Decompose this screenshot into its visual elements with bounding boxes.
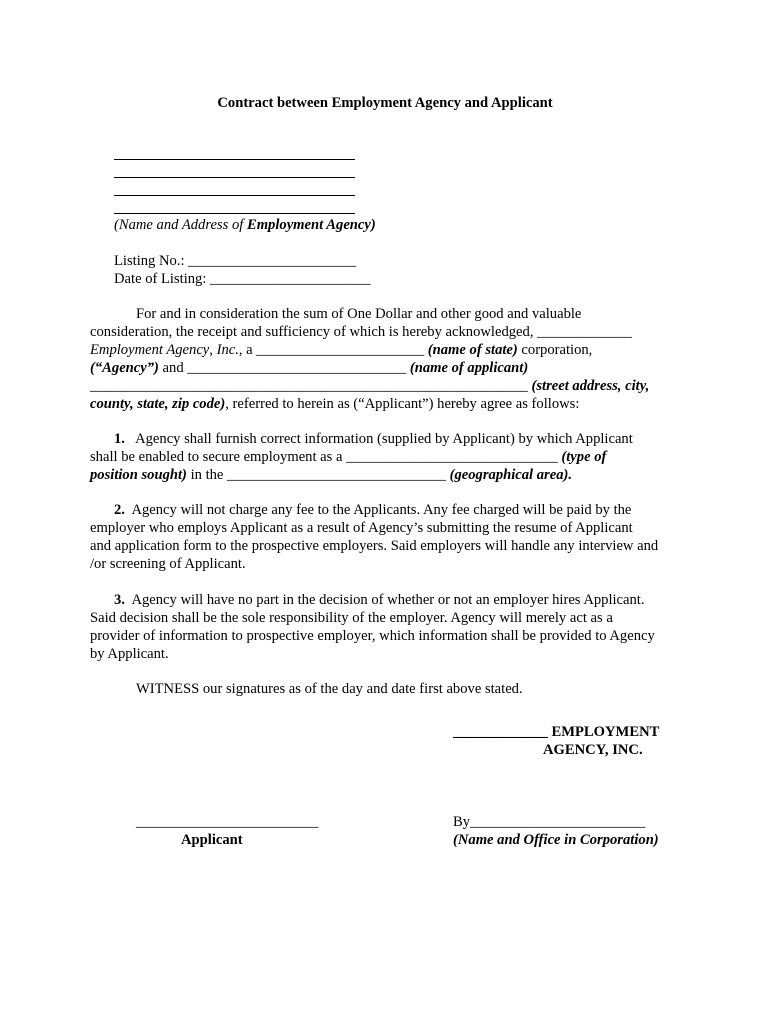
clause-3: 3. Agency will have no part in the decision of whether or not an employer hires Applicant. Said decision shall be the sole responsibility of the employer. Agency will merely act as a provider of information to prospective employer, which information shall be provided to Agency by Applicant. <box>90 592 655 662</box>
agency-address-line-2 <box>114 177 355 178</box>
by-signature-line: By________________________ <box>453 814 646 830</box>
applicant-signature-line: _________________________ <box>136 814 319 830</box>
agency-signature-name-cont: AGENCY, INC. <box>543 742 643 758</box>
clause-2: 2. Agency will not charge any fee to the Applicants. Any fee charged will be paid by the employer who employs Applicant as a result of Agency’s submitting the resume of Applicant and application form to the prospective employers. Said employers will handle any interview and /or screening of Applicant. <box>90 502 659 572</box>
listing-number: Listing No.: _______________________ <box>114 253 357 269</box>
agency-name-line-1 <box>114 159 355 160</box>
document-title: Contract between Employment Agency and Applicant <box>217 95 553 111</box>
clause-1: 1. Agency shall furnish correct information (supplied by Applicant) by which Applicant shall be enabled to secure employment as a _____________________________ (type of position sought) in the ______________________________ (geographical area). <box>90 431 633 483</box>
witness-statement: WITNESS our signatures as of the day and date first above stated. <box>136 681 523 697</box>
intro-paragraph: For and in consideration the sum of One Dollar and other good and valuable consideration, the receipt and sufficiency of which is hereby acknowledged, _____________ Employment Agency, Inc., a _______________________ (name of state) corporation, (“Agency”) and ______________________________ (name of applicant) ____________________________________________________________ (street address, city, county, state, zip code), referred to herein as (“Applicant”) hereby agree as follows: <box>90 306 650 412</box>
agency-address-caption: (Name and Address of Employment Agency) <box>114 217 376 233</box>
agency-address-line-4 <box>114 213 355 214</box>
date-of-listing: Date of Listing: ______________________ <box>114 271 371 287</box>
clause-1-number: 1. <box>114 431 125 447</box>
clause-3-number: 3. <box>114 592 125 608</box>
applicant-label: Applicant <box>181 832 243 848</box>
agency-signature-name: _____________ EMPLOYMENT <box>453 724 660 740</box>
name-office-label: (Name and Office in Corporation) <box>453 832 659 848</box>
clause-2-number: 2. <box>114 502 125 518</box>
agency-address-line-3 <box>114 195 355 196</box>
